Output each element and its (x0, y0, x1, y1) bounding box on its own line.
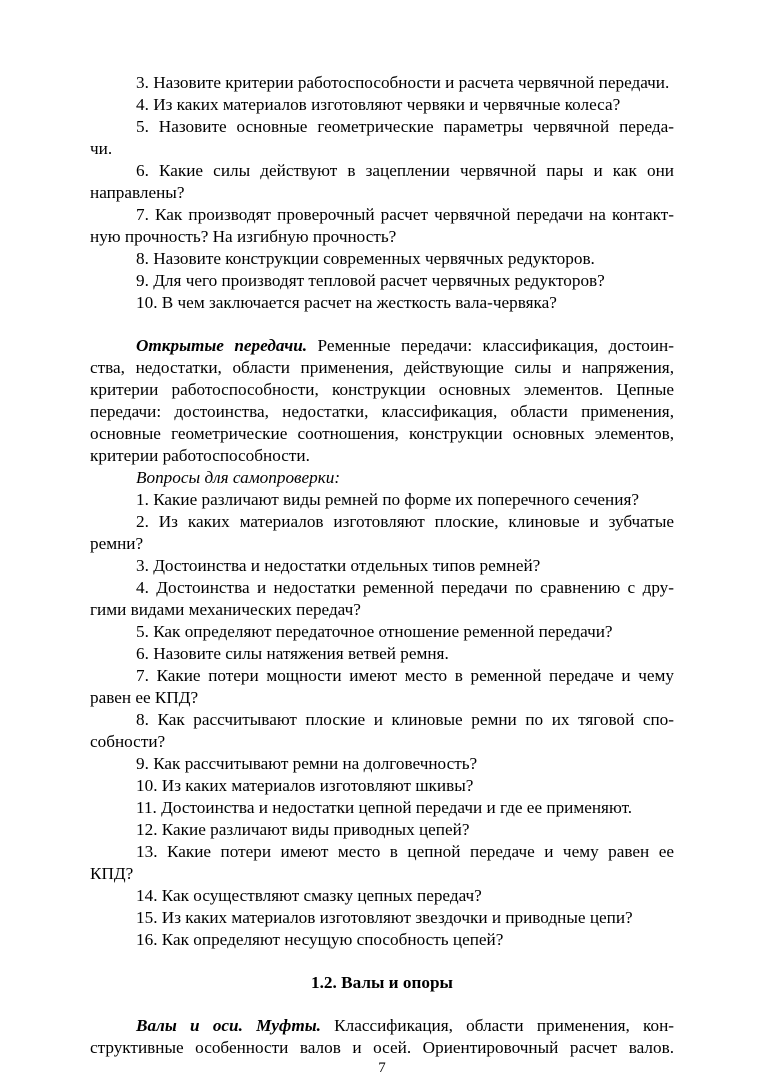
question-line: гими видами механических передач? (90, 600, 361, 619)
question-line: 9. Как рассчитывают ремни на долговечность? (136, 754, 478, 773)
question-line: ную прочность? На изгибную прочность? (90, 227, 397, 246)
questions-label: Вопросы для самопроверки: (136, 468, 341, 487)
paragraph-line: критерии работоспособности, конструкции основных элементов. Цепные (90, 380, 674, 399)
question-line: чи. (90, 139, 113, 158)
question-line: направлены? (90, 183, 185, 202)
question-line: 15. Из каких материалов изготовляют звездочки и приводные цепи? (136, 908, 633, 927)
question-line: 4. Из каких материалов изготовляют червяки и червячные колеса? (136, 95, 621, 114)
question-line: 14. Как осуществляют смазку цепных передач? (136, 886, 482, 905)
paragraph-heading: Валы и оси. Муфты. (136, 1016, 321, 1035)
question-line: 5. Как определяют передаточное отношение ременной передачи? (136, 622, 613, 641)
question-line: 7. Какие потери мощности имеют место в ременной передаче и чему (136, 666, 674, 685)
question-line: 3. Назовите критерии работоспособности и расчета червячной передачи. (136, 73, 670, 92)
question-line: равен ее КПД? (90, 688, 199, 707)
question-line: 16. Как определяют несущую способность цепей? (136, 930, 504, 949)
paragraph-line: критерии работоспособности. (90, 446, 310, 465)
question-line: 10. В чем заключается расчет на жесткость вала-червяка? (136, 293, 557, 312)
paragraph-line: ства, недостатки, области применения, действующие силы и напряжения, (90, 358, 674, 377)
question-line: 1. Какие различают виды ремней по форме их поперечного сечения? (136, 490, 639, 509)
question-line: 8. Назовите конструкции современных червячных редукторов. (136, 249, 595, 268)
paragraph-text: Классификация, области применения, кон- (320, 1016, 674, 1035)
question-line: 13. Какие потери имеют место в цепной передаче и чему равен ее (136, 842, 674, 861)
question-line: 2. Из каких материалов изготовляют плоские, клиновые и зубчатые (136, 512, 674, 531)
question-line: 6. Назовите силы натяжения ветвей ремня. (136, 644, 449, 663)
question-line: 9. Для чего производят тепловой расчет червячных редукторов? (136, 271, 605, 290)
paragraph-line: структивные особенности валов и осей. Ориентировочный расчет валов. (90, 1038, 674, 1057)
question-line: КПД? (90, 864, 134, 883)
paragraph-line: основные геометрические соотношения, конструкции основных элементов, (90, 424, 674, 443)
question-line: 4. Достоинства и недостатки ременной передачи по сравнению с дру- (136, 578, 674, 597)
page-number: 7 (378, 1060, 386, 1076)
question-line: 6. Какие силы действуют в зацеплении червячной пары и как они (136, 161, 674, 180)
question-line: 11. Достоинства и недостатки цепной передачи и где ее применяют. (136, 798, 633, 817)
paragraph-heading: Открытые передачи. (136, 336, 308, 355)
paragraph-line (136, 1015, 674, 1037)
question-line: 10. Из каких материалов изготовляют шкивы? (136, 776, 474, 795)
paragraph-line (136, 335, 674, 357)
paragraph-line: передачи: достоинства, недостатки, классификация, области применения, (90, 402, 674, 421)
section-title: 1.2. Валы и опоры (311, 973, 453, 992)
question-line: 5. Назовите основные геометрические параметры червячной переда- (136, 117, 674, 136)
question-line: 8. Как рассчитывают плоские и клиновые ремни по их тяговой спо- (136, 710, 674, 729)
paragraph-text: Ременные передачи: классификация, достоин- (307, 336, 674, 355)
question-line: собности? (90, 732, 166, 751)
question-line: 7. Как производят проверочный расчет червячной передачи на контакт- (136, 205, 674, 224)
question-line: 12. Какие различают виды приводных цепей? (136, 820, 470, 839)
question-line: 3. Достоинства и недостатки отдельных типов ремней? (136, 556, 541, 575)
question-line: ремни? (90, 534, 144, 553)
